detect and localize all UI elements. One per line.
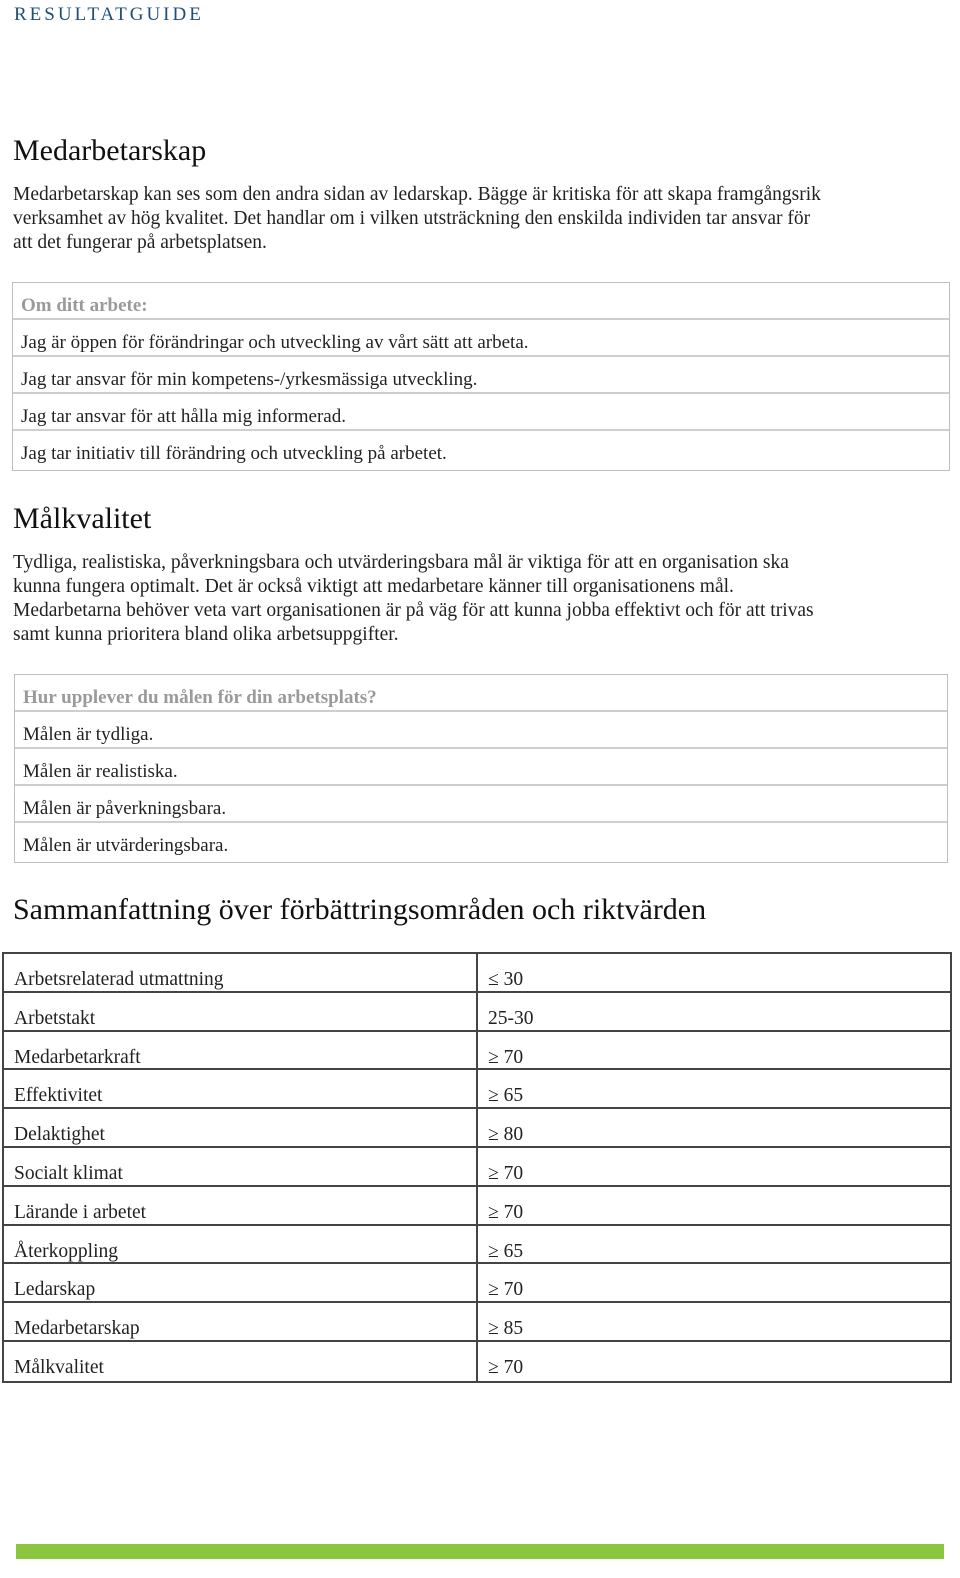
table-row	[4, 1032, 950, 1071]
box-title: Hur upplever du målen för din arbetsplats?	[15, 675, 947, 712]
statement-row: Jag tar ansvar för att hålla mig informerad.	[13, 394, 949, 431]
intro-line: att det fungerar på arbetsplatsen.	[13, 232, 267, 253]
value-cell: ≥ 80	[488, 1124, 524, 1146]
value-cell: ≥ 65	[488, 1085, 524, 1107]
statement-row: Målen är utvärderingsbara.	[23, 835, 229, 856]
intro-line: kunna fungera optimalt. Det är också viktigt att medarbetare känner till organisationens mål.	[13, 576, 734, 597]
area-cell: Effektivitet	[4, 1070, 478, 1107]
statement-row: Jag tar ansvar för min kompetens-/yrkesmässiga utveckling.	[13, 357, 949, 394]
table-row	[4, 1070, 950, 1109]
footer-bar	[16, 1544, 944, 1559]
box-title: Om ditt arbete:	[13, 283, 949, 320]
area-cell: Återkoppling	[4, 1226, 478, 1263]
area-cell: Medarbetarkraft	[4, 1032, 478, 1069]
statement-row: Jag är öppen för förändringar och utveckling av vårt sätt att arbeta.	[13, 320, 949, 357]
table-row	[4, 1148, 950, 1187]
malen-box	[14, 674, 948, 863]
value-cell: ≤ 30	[488, 969, 524, 990]
statement-row: Jag tar initiativ till förändring och utveckling på arbetet.	[21, 443, 447, 464]
statement-row: Målen är påverkningsbara.	[15, 786, 947, 823]
area-cell: Ledarskap	[4, 1264, 478, 1301]
statement-row: Målen är tydliga.	[15, 712, 947, 749]
area-cell: Socialt klimat	[4, 1148, 478, 1185]
malkvalitet-intro	[13, 551, 948, 647]
table-row	[4, 993, 950, 1032]
area-cell: Arbetsrelaterad utmattning	[4, 954, 478, 991]
table-row	[4, 954, 950, 993]
area-cell: Lärande i arbetet	[4, 1187, 478, 1224]
table-row	[4, 1264, 950, 1303]
area-cell: Målkvalitet	[4, 1342, 478, 1381]
medarbetarskap-intro	[13, 183, 948, 255]
area-cell: Arbetstakt	[4, 993, 478, 1030]
medarbetarskap-heading: Medarbetarskap	[13, 134, 207, 167]
value-cell: ≥ 70	[488, 1162, 524, 1184]
value-cell: ≥ 70	[488, 1201, 524, 1223]
table-row	[4, 1342, 950, 1381]
intro-line: Medarbetarskap kan ses som den andra sidan av ledarskap. Bägge är kritiska för att skapa framgångsrik	[13, 184, 821, 205]
om-ditt-arbete-box	[12, 282, 950, 471]
intro-line: samt kunna prioritera bland olika arbetsuppgifter.	[13, 624, 399, 645]
statement-row: Målen är realistiska.	[15, 749, 947, 786]
value-cell: ≥ 70	[488, 1046, 524, 1068]
table-row	[4, 1226, 950, 1265]
table-row	[4, 1187, 950, 1226]
table-row	[4, 1109, 950, 1148]
document-header: RESULTATGUIDE	[14, 4, 204, 25]
area-cell: Medarbetarskap	[4, 1303, 478, 1340]
value-cell: ≥ 70	[488, 1279, 524, 1301]
intro-line: Tydliga, realistiska, påverkningsbara och utvärderingsbara mål är viktiga för att en organisation ska	[13, 552, 789, 573]
table-row	[4, 1303, 950, 1342]
intro-line: Medarbetarna behöver veta vart organisationen är på väg för att kunna jobba effektivt och för att trivas	[13, 600, 814, 621]
value-cell: ≥ 85	[488, 1318, 524, 1340]
value-cell: ≥ 70	[488, 1356, 524, 1378]
value-cell: 25-30	[488, 1007, 534, 1029]
malkvalitet-heading: Målkvalitet	[13, 502, 152, 535]
intro-line: verksamhet av hög kvalitet. Det handlar om i vilken utsträckning den enskilda individen tar ansvar för	[13, 208, 811, 229]
value-cell: ≥ 65	[488, 1240, 524, 1262]
area-cell: Delaktighet	[4, 1109, 478, 1146]
summary-table	[2, 952, 952, 1383]
summary-heading: Sammanfattning över förbättringsområden och riktvärden	[13, 893, 707, 926]
